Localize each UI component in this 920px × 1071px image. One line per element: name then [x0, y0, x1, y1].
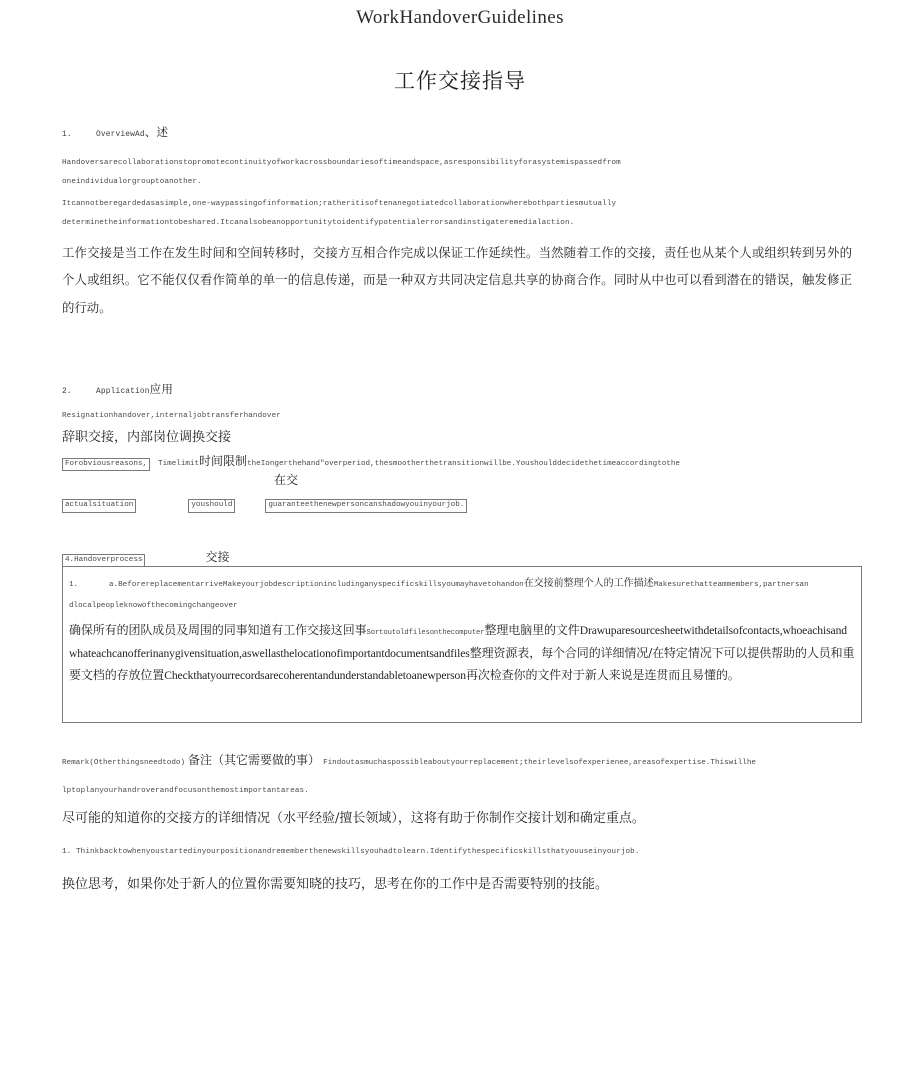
final-item-en-row [62, 848, 867, 857]
handover-para-en-1: Sortoutoldfilesonthecomputer [366, 629, 485, 638]
timelimit-label-en: Timelimit [158, 460, 200, 468]
application-line-cn: 辞职交接，内部岗位调换交接 [62, 429, 232, 445]
remark-body-cn: 尽可能的知道你的交接方的详细情况（水平经验/擅长领域），这将有助于你制作交接计划和确定重点。 [62, 811, 645, 827]
remark-body-en-line-2: lptoplanyourhandroverandfocusonthemostimportantareas. [62, 787, 309, 796]
handover-process-content-box [62, 566, 862, 723]
section-1-heading-cn: 、述 [144, 125, 169, 139]
handover-item-1-line-2: dlocalpeopleknowofthecomingchangeover [69, 601, 238, 610]
handover-process-heading-row [62, 548, 230, 567]
remark-body-en-line-1: Findoutasmuchaspossibleaboutyourreplacement;theirlevelsofexperienee,areasofexpertise.Thiswillhe [323, 759, 756, 767]
section-overview [0, 95, 920, 321]
overview-en-paragraph-1-line-2: oneindividualorgrouptoanother. [62, 177, 202, 186]
overview-en-paragraph-2-line-2: determinetheinformationtobeshared.Itcanalsobeanopportunitytoidentifypotentialerrorsandinstigateremedialaction. [62, 218, 575, 227]
overview-en-paragraph-2-line-1: Itcannotberegardedasasimple,one-waypassingofinformation;ratheritisoftenanegotiatedcollaborationwherebothpartiesmutually [62, 199, 617, 208]
timelimit-body-en: theIongerthehand"overperiod,thesmootherthetransitionwillbe.Youshoulddecidethetimeaccordingtothe [247, 460, 680, 468]
chip-actual-situation[interactable]: actualsituation [62, 499, 136, 512]
handover-para-en-3: Checkthatyourrecordsarecoherentandunderstandabletoanewperson [164, 668, 466, 682]
handover-item-1-text-cn: 在交接前整理个人的工作描述 [523, 578, 654, 589]
timelimit-first-line [62, 452, 862, 471]
handover-process-heading-cn: 交接 [205, 550, 230, 564]
overview-en-paragraph-1-line-1: Handoversarecollaborationstopromotecontinuityofworkacrossboundariesoftimeandspace,asresponsibilityforasystemispassedfrom [62, 159, 621, 167]
section-1-heading [62, 124, 862, 140]
handover-item-1-text-en: a.BeforereplacementarriveMakeyourjobdescriptionincludinganyspecificskillsyoumayhavetohandon [109, 581, 524, 589]
handover-para-cn-4: 再次检查你的文件对于新人来说是连贯而且易懂的。 [465, 667, 740, 682]
final-item-number: 1. [62, 848, 72, 856]
handover-para-cn-3: 整理资源表，每个合同的详细情况/在特定情况下可以提供帮助的人员和重要文档的存放位置 [69, 645, 855, 682]
forobviousreasons-chip[interactable]: Forobviousreasons, [62, 458, 150, 471]
handover-para-en-2: Drawuparesourcesheetwithdetailsofcontacts,whoeachisandwhateachcanofferinanygivensituation,aswellasthelocationofimportantdocumentsandfiles [69, 624, 847, 660]
overview-cn-paragraph: 工作交接是当工作在发生时间和空间转移时，交接方互相合作完成以保证工作延续性。当然随着工作的交接，责任也从某个人或组织转到另外的个人或组织。它不能仅仅看作简单的单一的信息传递，而是一种双方共同决定信息共享的协商合作。同时从中也可以看到潜在的错误，触发修正的行动。 [62, 244, 852, 315]
section-1-number: 1. [62, 131, 72, 139]
final-item-block [62, 848, 867, 896]
handover-item-1-line-1 [69, 572, 855, 597]
handover-item-1-number: 1. [69, 581, 79, 589]
document-title-chinese: 工作交接指导 [394, 69, 526, 93]
section-2-heading-cn: 应用 [149, 381, 174, 396]
handover-item-1-text-tail: Makesurethatteammembers,partnersan [653, 581, 809, 589]
remark-label-en: Remark(Otherthingsneedtodo) [62, 759, 186, 767]
timelimit-label-cn: 时间限制 [199, 454, 248, 468]
section-application [0, 321, 920, 449]
final-item-en: Thinkbacktowhenyoustartedinyourpositionandrememberthenewskillsyouhadtolearn.Identifythespecificskillsthatyouuseinyourjob. [76, 848, 640, 856]
handover-para-cn-2: 整理电脑里的文件 [484, 623, 580, 638]
section-1-heading-en: OverviewAd [96, 131, 145, 139]
timelimit-chip-row [62, 493, 862, 512]
handover-para-cn-1: 确保所有的团队成员及周围的同事知道有工作交接这回事 [69, 623, 367, 638]
handover-process-chip[interactable]: 4.Handoverprocess [62, 554, 145, 567]
section-2-heading [62, 381, 862, 397]
remark-block [62, 750, 867, 830]
section-2-number: 2. [62, 387, 72, 396]
remark-label-cn: 备注（其它需要做的事） [188, 753, 321, 767]
application-line-en: Resignationhandover,internaljobtransferhandover [62, 411, 281, 420]
remark-heading-row [62, 750, 867, 769]
chip-guarantee-shadow[interactable]: guaranteethenewpersoncanshadowyouinyourjob. [265, 499, 467, 512]
chip-you-should[interactable]: youshould [188, 499, 235, 512]
section-2-heading-en: Application [96, 387, 150, 396]
timelimit-mid-cn: 在交 [274, 473, 299, 488]
final-item-cn: 换位思考，如果你处于新人的位置你需要知晓的技巧，思考在你的工作中是否需要特别的技能。 [62, 877, 609, 893]
document-title-english: WorkHandoverGuidelines [356, 7, 564, 28]
timelimit-block [62, 452, 862, 513]
handover-mixed-paragraph [69, 619, 855, 686]
